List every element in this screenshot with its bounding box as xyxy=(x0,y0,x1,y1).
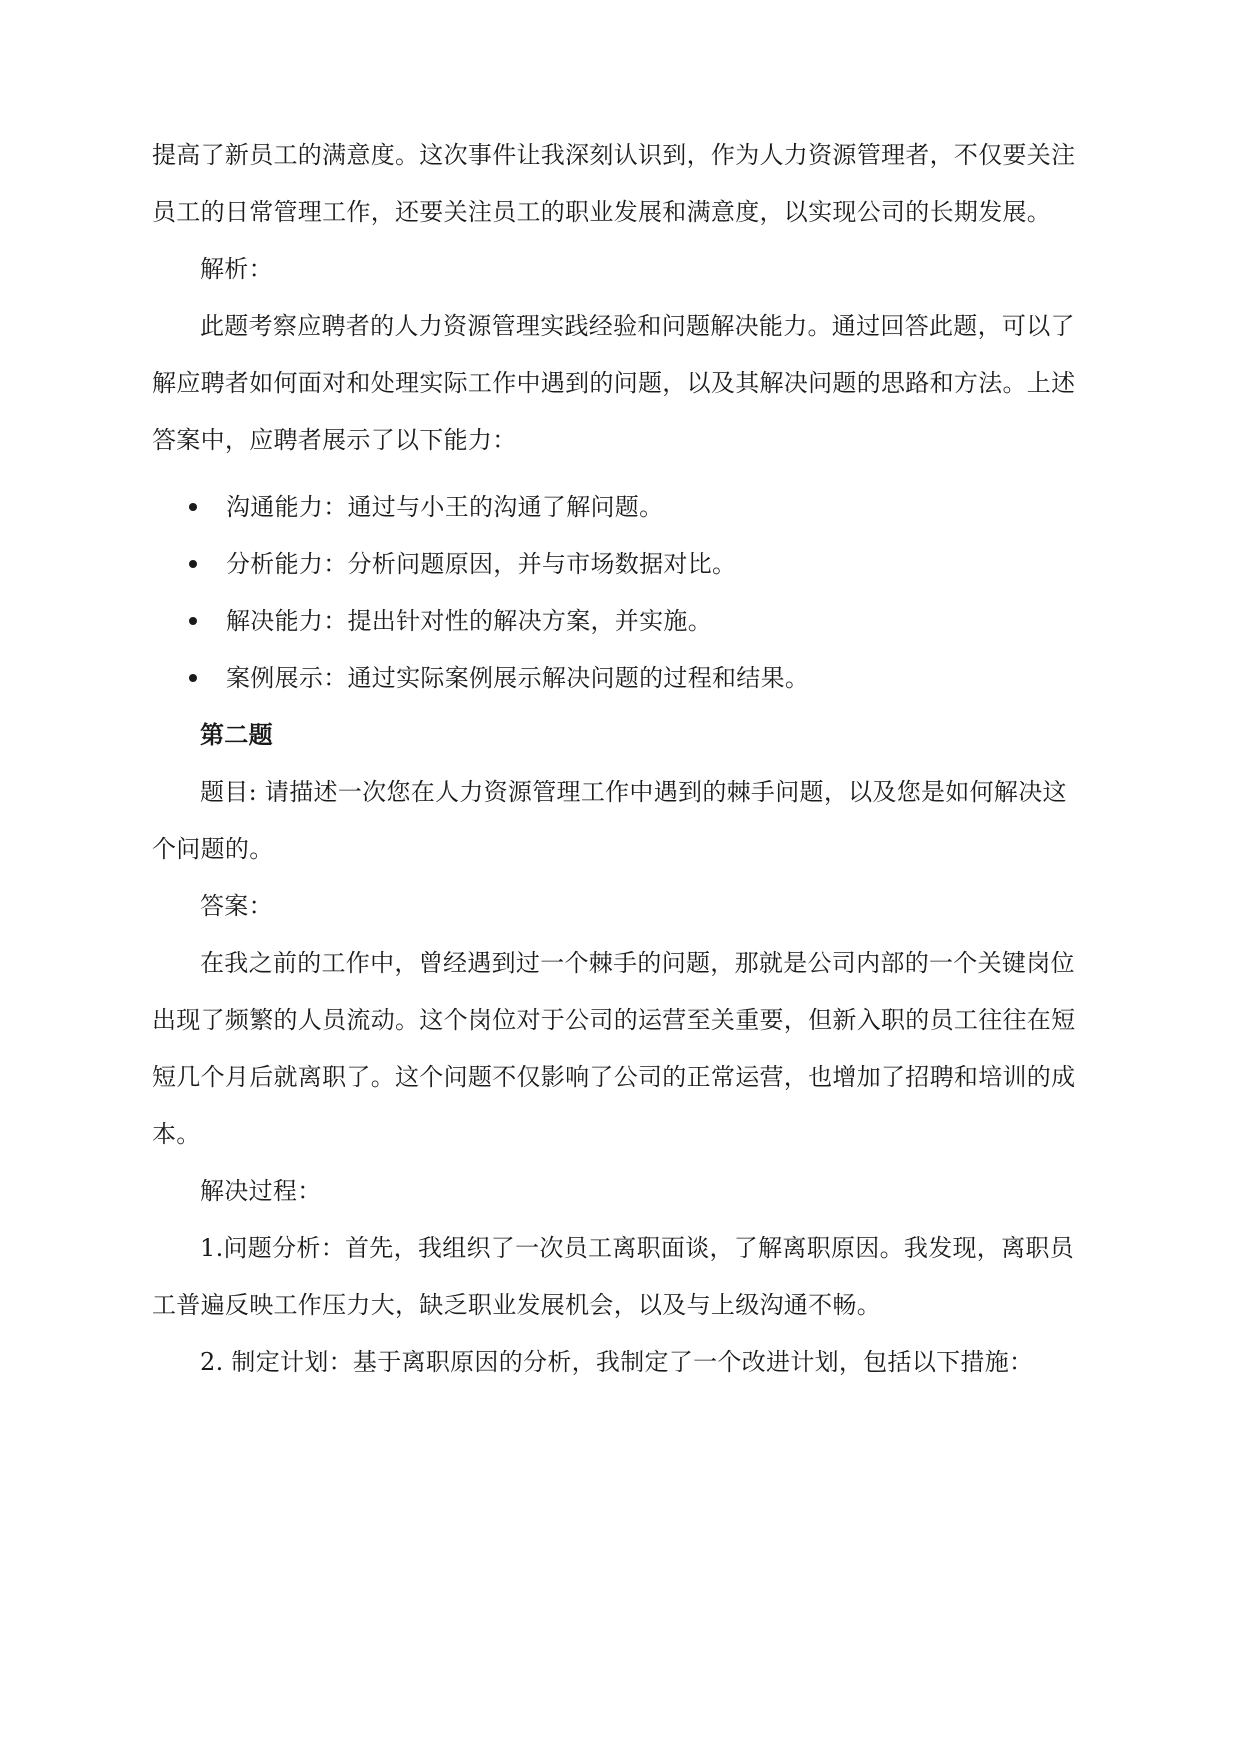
analysis-line: 此题考察应聘者的人力资源管理实践经验和问题解决能力。通过回答此题，可以了 xyxy=(200,312,1075,340)
list-item-text: 沟通能力：通过与小王的沟通了解问题。 xyxy=(226,493,664,521)
bullet-icon xyxy=(189,617,197,625)
step-line: 1.问题分析：首先，我组织了一次员工离职面谈，了解离职原因。我发现，离职员 xyxy=(200,1234,1074,1262)
list-item-text: 解决能力：提出针对性的解决方案，并实施。 xyxy=(226,607,712,635)
question-line: 个问题的。 xyxy=(152,835,274,863)
analysis-line: 答案中，应聘者展示了以下能力： xyxy=(152,426,517,454)
paragraph-line: 员工的日常管理工作，还要关注员工的职业发展和满意度，以实现公司的长期发展。 xyxy=(152,198,1052,226)
answer-line: 短几个月后就离职了。这个问题不仅影响了公司的正常运营，也增加了招聘和培训的成 xyxy=(152,1063,1076,1091)
bullet-icon xyxy=(189,503,197,511)
answer-line: 出现了频繁的人员流动。这个岗位对于公司的运营至关重要，但新入职的员工往往在短 xyxy=(152,1006,1076,1034)
step-line: 工普遍反映工作压力大，缺乏职业发展机会，以及与上级沟通不畅。 xyxy=(152,1291,881,1319)
list-item-text: 分析能力：分析问题原因，并与市场数据对比。 xyxy=(226,550,737,578)
section-heading: 第二题 xyxy=(200,720,273,749)
question-line: 题目: 请描述一次您在人力资源管理工作中遇到的棘手问题，以及您是如何解决这 xyxy=(200,778,1067,806)
paragraph-line: 提高了新员工的满意度。这次事件让我深刻认识到，作为人力资源管理者，不仅要关注 xyxy=(152,141,1076,169)
answer-label: 答案： xyxy=(200,892,273,920)
analysis-line: 解应聘者如何面对和处理实际工作中遇到的问题，以及其解决问题的思路和方法。上述 xyxy=(152,369,1076,397)
list-item-text: 案例展示：通过实际案例展示解决问题的过程和结果。 xyxy=(226,664,810,692)
analysis-label: 解析： xyxy=(200,255,273,283)
process-label: 解决过程： xyxy=(200,1177,322,1205)
step-line: 2. 制定计划：基于离职原因的分析，我制定了一个改进计划，包括以下措施： xyxy=(200,1348,1034,1376)
answer-line: 在我之前的工作中，曾经遇到过一个棘手的问题，那就是公司内部的一个关键岗位 xyxy=(200,949,1075,977)
answer-line: 本。 xyxy=(152,1120,201,1148)
bullet-icon xyxy=(189,674,197,682)
bullet-icon xyxy=(189,560,197,568)
